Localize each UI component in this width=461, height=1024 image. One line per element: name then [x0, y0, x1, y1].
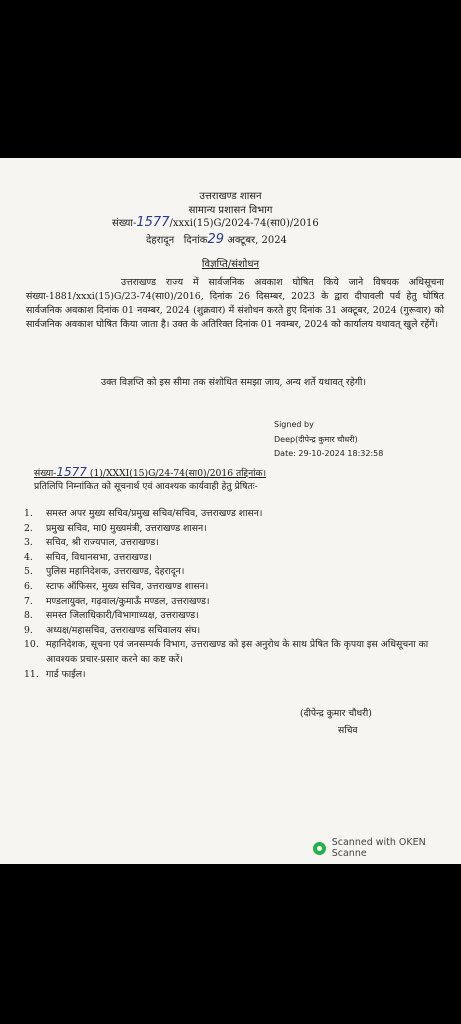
handwritten-copy-number: 1577	[56, 465, 87, 479]
distribution-item	[24, 638, 454, 667]
distribution-item	[24, 580, 454, 595]
distribution-item-number: 1.	[24, 508, 33, 519]
reference-number: संख्या-1577/xxxi(15)G/2024-74(सा0)/2016	[112, 215, 319, 230]
copy-reference-number: संख्या-1577 (1)/XXXI(15)G/24-74(सा0)/2016 तद्दिनांक।	[34, 465, 267, 479]
copy-intro: प्रतिलिपि निम्नांकित को सूचनार्थ एवं आवश्यक कार्यवाही हेतु प्रेषितः-	[34, 481, 258, 492]
body-paragraph-1: उत्तराखण्ड राज्य में सार्वजनिक अवकाश घोषित किये जाने विषयक अधिसूचना संख्या-1881/xxxi(15)G/23-74(सा0)/2016, दिनांक 26 दिसम्बर, 2023 के द्वारा दीपावली पर्व हेतु घोषित सार्वजनिक अवकाश दिनांक 01 नवम्बर, 2024 (शुक्रवार) में संशोधन करते हुए दिनांक 31 अक्टूबर, 2024 (गुरूवार) को सार्वजनिक अवकाश घोषित किया जाता है। उक्त के अतिरिक्त दिनांक 01 नवम्बर, 2024 को कार्यालय यथावत् खुले रहेंगें।	[26, 277, 444, 330]
department-heading: सामान्य प्रशासन विभाग	[188, 205, 273, 216]
distribution-item	[24, 595, 454, 610]
distribution-item-text: समस्त अपर मुख्य सचिव/प्रमुख सचिव/सचिव, उत्तराखण्ड शासन।	[46, 508, 263, 519]
subject-heading: विज्ञप्ति/संशोधन	[201, 259, 260, 270]
distribution-item-text: सचिव, श्री राज्यपाल, उत्तराखण्ड।	[46, 537, 159, 549]
distribution-item	[24, 609, 454, 624]
scanner-watermark: Scanned with OKEN Scanne	[313, 837, 461, 859]
distribution-item-number: 5.	[24, 566, 33, 578]
digital-signature-line1: Signed by	[274, 420, 314, 429]
place-date: देहरादून दिनांक29 अक्टूबर, 2024	[146, 232, 287, 247]
distribution-item	[24, 551, 454, 566]
distribution-item	[24, 536, 454, 551]
distribution-item	[24, 507, 454, 522]
distribution-item-text: पुलिस महानिदेशक, उत्तराखण्ड, देहरादून।	[46, 566, 185, 578]
distribution-item-text: मण्डलायुक्त, गढ़वाल/कुमाऊँ मण्डल, उत्तराखण्ड।	[46, 595, 210, 607]
distribution-list	[24, 507, 454, 682]
signatory-name: (दीपेन्द्र कुमार चौधरी)	[300, 708, 372, 719]
distribution-item-number: 11.	[24, 668, 39, 680]
distribution-item	[24, 565, 454, 580]
distribution-item	[24, 522, 454, 537]
distribution-item-text: अध्यक्ष/महासचिव, उत्तराखण्ड सचिवालय संघ।	[46, 624, 201, 636]
digital-signature-line2: Deep(दीपेन्द्र कुमार चौधरी)	[274, 435, 358, 444]
distribution-item-number: 4.	[24, 551, 33, 563]
handwritten-ref-number: 1577	[136, 215, 170, 230]
signatory-designation: सचिव	[338, 725, 358, 736]
scanner-logo-icon	[313, 842, 326, 855]
distribution-item-text: प्रमुख सचिव, मा0 मुख्यमंत्री, उत्तराखण्ड शासन।	[46, 522, 207, 534]
distribution-item-number: 6.	[24, 580, 33, 592]
distribution-item-text: सचिव, विधानसभा, उत्तराखण्ड।	[46, 551, 152, 563]
distribution-item	[24, 668, 454, 683]
body-paragraph-2: उक्त विज्ञप्ति को इस सीमा तक संशोधित समझा जाय, अन्य शर्ते यथावत् रहेगी।	[101, 377, 366, 388]
distribution-item-number: 10.	[24, 639, 39, 651]
distribution-item	[24, 624, 454, 639]
document-page	[0, 158, 461, 864]
distribution-item-text: महानिदेशक, सूचना एवं जनसम्पर्क विभाग, उत्तराखण्ड को इस अनुरोध के साथ प्रेषित कि कृपया इस अधिसूचना का आवश्यक प्रचार-प्रसार करने का कष्ट करें।	[46, 639, 429, 665]
distribution-item-text: समस्त जिलाधिकारी/विभागाध्यक्ष, उत्तराखण्ड।	[46, 610, 199, 622]
distribution-item-text: गार्ड फाईल।	[46, 668, 86, 680]
distribution-item-number: 8.	[24, 610, 33, 622]
distribution-item-number: 2.	[24, 522, 33, 534]
digital-signature-date: Date: 29-10-2024 18:32:58	[274, 449, 384, 458]
government-heading: उत्तराखण्ड शासन	[199, 191, 262, 202]
handwritten-date-day: 29	[207, 232, 224, 247]
distribution-item-number: 3.	[24, 537, 33, 549]
distribution-item-number: 7.	[24, 595, 33, 607]
distribution-item-number: 9.	[24, 624, 33, 636]
distribution-item-text: स्टाफ ऑफिसर, मुख्य सचिव, उत्तराखण्ड शासन।	[46, 580, 209, 592]
